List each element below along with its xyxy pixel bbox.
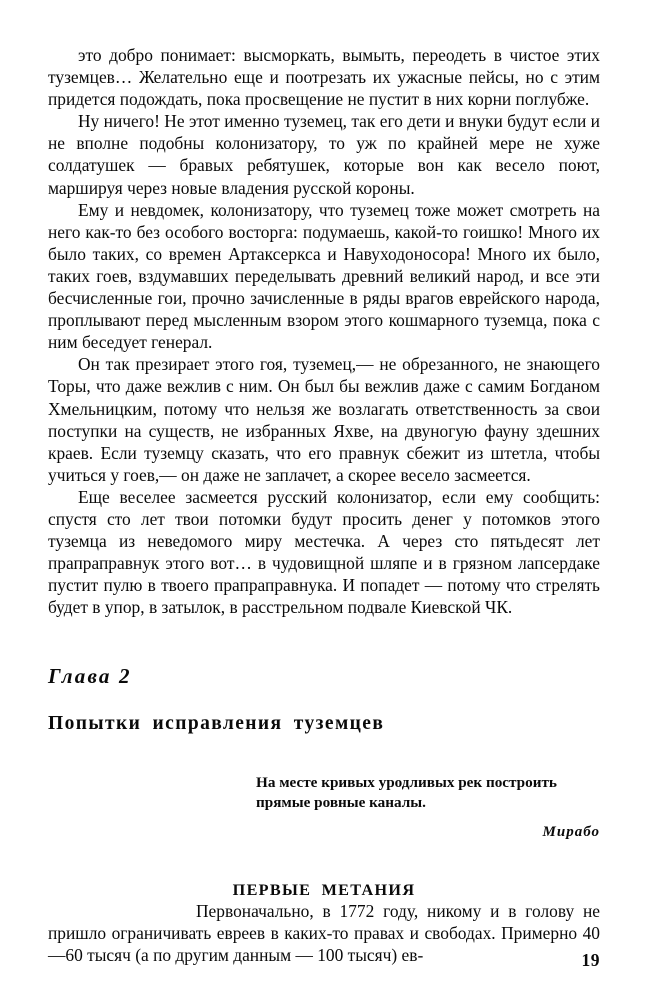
body-paragraph: Ему и невдомек, колонизатору, что туземец тоже может смотреть на него как-то без особого восторга: подумаешь, какой-то гоишко! Много их было таких, со времен Артаксеркса и Навуходоносора! Много их было, таких гоев, вздумавших переделывать древний великий народ, и все эти бесчисленные гои, прочно зачисленные в ряды врагов еврейского народа, проплывают перед мысленным взором этого кошмарного туземца, пока с ним беседует генерал.	[48, 199, 600, 353]
body-paragraph: Ну ничего! Не этот именно туземец, так его дети и внуки будут если и не вполне подобны колонизатору, то уж по крайней мере не хуже солдатушек — бравых ребятушек, которые вон как весело поют, маршируя через новые владения русской короны.	[48, 111, 600, 198]
epigraph-attribution: Мирабо	[542, 824, 600, 841]
section-heading: ПЕРВЫЕ МЕТАНИЯ	[232, 881, 416, 900]
page-number: 19	[581, 950, 600, 970]
chapter-heading-block	[48, 664, 600, 735]
body-paragraph: Он так презирает этого гоя, туземец,— не обрезанного, не знающего Торы, что даже вежлив с ним. Он был бы вежлив даже с самим Богданом Хмельницким, потому что нельзя же возлагать ответственность за свои поступки на существ, не избранных Яхве, на двуногую фауну здешних краев. Если туземцу сказать, что его правнук сбежит из штетла, чтобы учиться у гоев,— он даже не заплачет, а скорее весело засмеется.	[48, 354, 600, 485]
body-paragraph: это добро понимает: высморкать, вымыть, переодеть в чистое этих туземцев… Желательно еще и поотрезать их ужасные пейсы, но с этим придется подождать, пока просвещение не пустит в них корни поглубже.	[48, 45, 600, 110]
body-paragraph: Первоначально, в 1772 году, никому и в голову не пришло ограничивать евреев в каких-то правах и свободах. Примерно 40—60 тысяч (а по другим данным — 100 тысяч) ев-	[48, 901, 600, 966]
chapter-number: Глава 2	[48, 664, 132, 689]
epigraph-block	[256, 773, 600, 841]
epigraph-text: На месте кривых уродливых рек построить прямые ровные каналы.	[256, 774, 557, 811]
body-paragraph: Еще веселее засмеется русский колонизатор, если ему сообщить: спустя сто лет твои потомки будут просить денег у потомков этого туземца из неведомого миру местечка. А через сто пятьдесят лет прапраправнук этого вот… в чудовищной шляпе и в грязном лапсердаке пустит пулю в твоего прапраправнука. И попадет — потому что стрелять будет в упор, в затылок, в расстрельном подвале Киевской ЧК.	[48, 486, 600, 618]
page-text-block	[48, 44, 600, 966]
chapter-title: Попытки исправления туземцев	[48, 712, 385, 734]
